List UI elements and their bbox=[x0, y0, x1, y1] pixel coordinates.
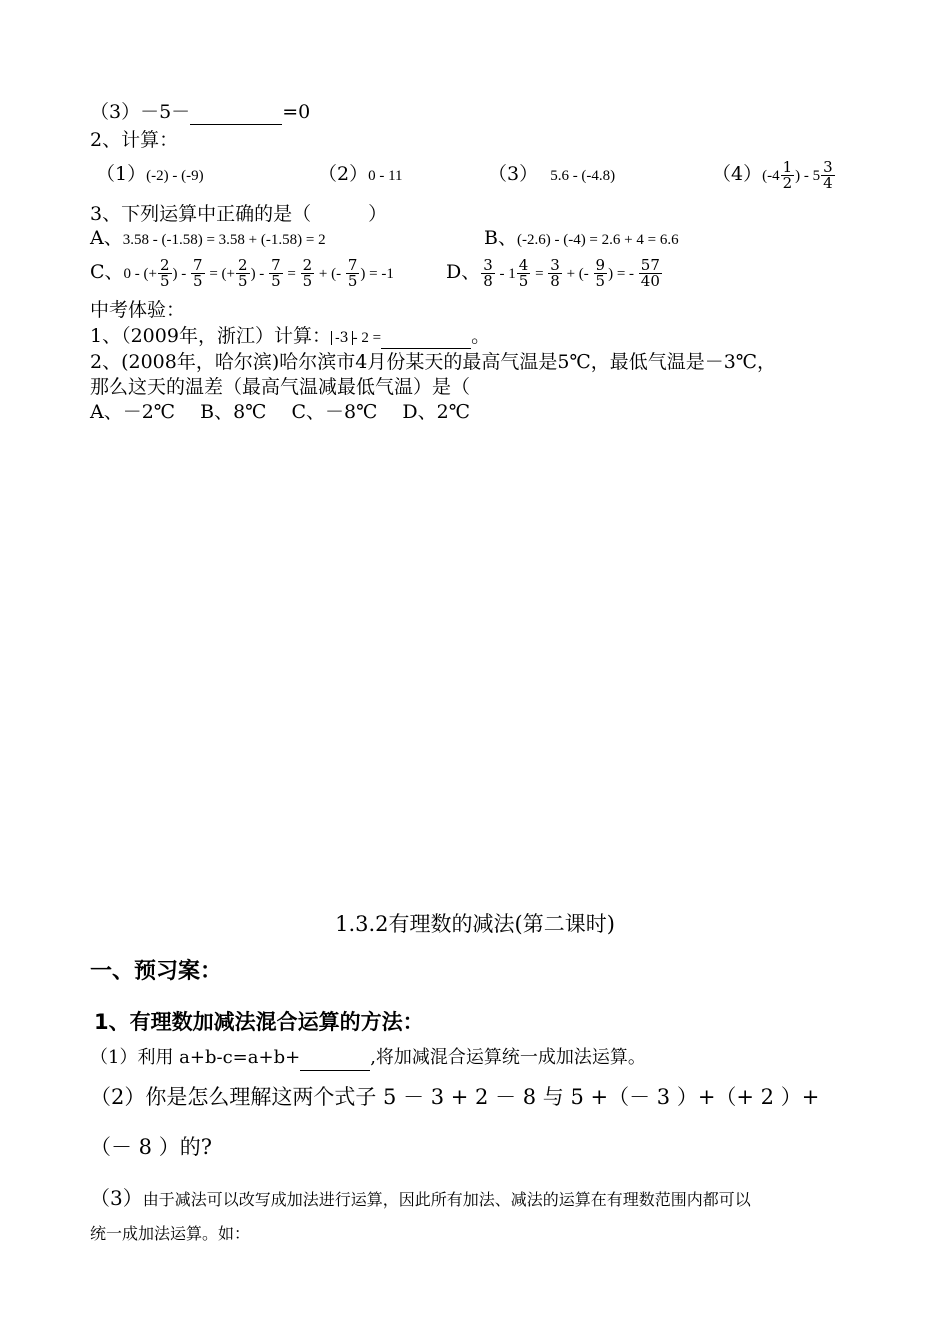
paragraph-3-line1 bbox=[90, 1186, 751, 1212]
q2-part-3 bbox=[488, 162, 615, 188]
fraction: $\frac{1}{2}$ bbox=[782, 157, 793, 192]
option-b-expr: (-2.6) - (-4) = 2.6 + 4 = 6.6 bbox=[516, 232, 679, 248]
fraction: $\frac{3}{8}$ bbox=[483, 255, 493, 290]
q3-option-b bbox=[484, 226, 679, 252]
q3-option-d: D、 $\frac{3}{8}$ - 1 $\frac{4}{5}$ = $\frac{3}{8}$ + (- $\frac{9}{5}$ ) = - $\frac{57}{40}$ bbox=[446, 255, 660, 290]
p1-prefix: （1）利用 a+b-c=a+b+ bbox=[90, 1047, 301, 1068]
answer-blank bbox=[381, 324, 471, 349]
q2-p3-expr: 5.6 - (-4.8) bbox=[550, 168, 616, 184]
fraction: $\frac{4}{5}$ bbox=[518, 255, 529, 290]
exam-q1-suffix: 。 bbox=[471, 325, 491, 347]
q2-title: 2、计算： bbox=[90, 129, 179, 151]
q2-part-1 bbox=[96, 162, 204, 188]
exam-q1-expr: - 2 = bbox=[352, 330, 382, 346]
q2-part-4 bbox=[712, 155, 836, 195]
item-3-line bbox=[90, 100, 310, 125]
exam-q2-line2: 那么这天的温差（最高气温减最低气温）是（ bbox=[90, 376, 471, 398]
q2-p3-label: （3） bbox=[488, 163, 539, 185]
exam-title: 中考体验： bbox=[90, 299, 186, 321]
q3-title: 3、下列运算中正确的是（ ） bbox=[90, 203, 388, 225]
q2-p2-label: （2） bbox=[318, 163, 369, 185]
fraction: $\frac{3}{4}$ bbox=[823, 157, 833, 192]
answer-blank bbox=[300, 1046, 370, 1071]
exam-q2-options: A、－2℃ B、8℃ C、－8℃ D、2℃ bbox=[90, 401, 470, 423]
q2-part-2 bbox=[318, 162, 403, 188]
q3-option-c: C、0 - (+ $\frac{2}{5}$ ) - $\frac{7}{5}$ = (+ $\frac{2}{5}$ ) - $\frac{7}{5}$ = $\frac{2}{5}$ + (- $\frac{7}{5}$ ) = -1 bbox=[90, 255, 394, 290]
exam-q1 bbox=[90, 324, 490, 350]
fraction: $\frac{7}{5}$ bbox=[347, 255, 358, 290]
option-a-label: A、 bbox=[90, 227, 123, 249]
fraction: $\frac{9}{5}$ bbox=[595, 255, 606, 290]
section-heading: 一、预习案： bbox=[90, 959, 223, 984]
paragraph-2-line2: （－ 8 ）的? bbox=[90, 1135, 212, 1159]
exam-q2-line1: 2、(2008年，哈尔滨)哈尔滨市4月份某天的最高气温是5℃，最低气温是－3℃， bbox=[90, 351, 777, 373]
q2-p1-expr: (-2) - (-9) bbox=[146, 168, 204, 184]
option-d-label: D、 bbox=[446, 261, 481, 283]
q2-p4-pre: (-4 bbox=[762, 168, 780, 184]
q2-p4-mid: ) - 5 bbox=[795, 168, 821, 184]
subsection-heading: 1、有理数加减法混合运算的方法： bbox=[94, 1010, 424, 1034]
lesson-title: 1.3.2有理数的减法(第二课时) bbox=[335, 912, 615, 936]
fraction: $\frac{7}{5}$ bbox=[271, 255, 281, 290]
paragraph-2-line1: （2）你是怎么理解这两个式子 5 － 3 + 2 － 8 与 5 +（－ 3 ）+（+ 2 ）+ bbox=[90, 1085, 820, 1109]
item-3-prefix: （3）－5－ bbox=[90, 101, 191, 123]
fraction: $\frac{7}{5}$ bbox=[193, 255, 203, 290]
q2-p4-label: （4） bbox=[712, 163, 763, 185]
p1-suffix: ,将加减混合运算统一成加法运算。 bbox=[370, 1047, 646, 1068]
answer-blank bbox=[190, 100, 282, 125]
q2-p1-label: （1） bbox=[96, 163, 147, 185]
fraction: $\frac{2}{5}$ bbox=[302, 255, 313, 290]
paragraph-1 bbox=[90, 1046, 646, 1071]
p3-label: （3） bbox=[90, 1186, 143, 1210]
fraction: $\frac{2}{5}$ bbox=[160, 255, 170, 290]
item-3-suffix: =0 bbox=[282, 101, 311, 123]
p3-text: 由于减法可以改写成加法进行运算，因此所有加法、减法的运算在有理数范围内都可以 bbox=[142, 1190, 751, 1209]
paragraph-3-line2: 统一成加法运算。如： bbox=[90, 1224, 251, 1243]
exam-q1-prefix: 1、（2009年，浙江）计算： bbox=[90, 325, 331, 347]
q2-p2-expr: 0 - 11 bbox=[368, 168, 403, 184]
option-c-label: C、 bbox=[90, 261, 124, 283]
q3-option-a bbox=[90, 226, 326, 252]
option-a-expr: 3.58 - (-1.58) = 3.58 + (-1.58) = 2 bbox=[122, 232, 326, 248]
option-b-label: B、 bbox=[484, 227, 517, 249]
fraction: $\frac{3}{8}$ bbox=[550, 255, 560, 290]
absolute-value: -3 bbox=[331, 331, 353, 345]
fraction: $\frac{2}{5}$ bbox=[238, 255, 248, 290]
fraction: $\frac{57}{40}$ bbox=[640, 255, 660, 290]
